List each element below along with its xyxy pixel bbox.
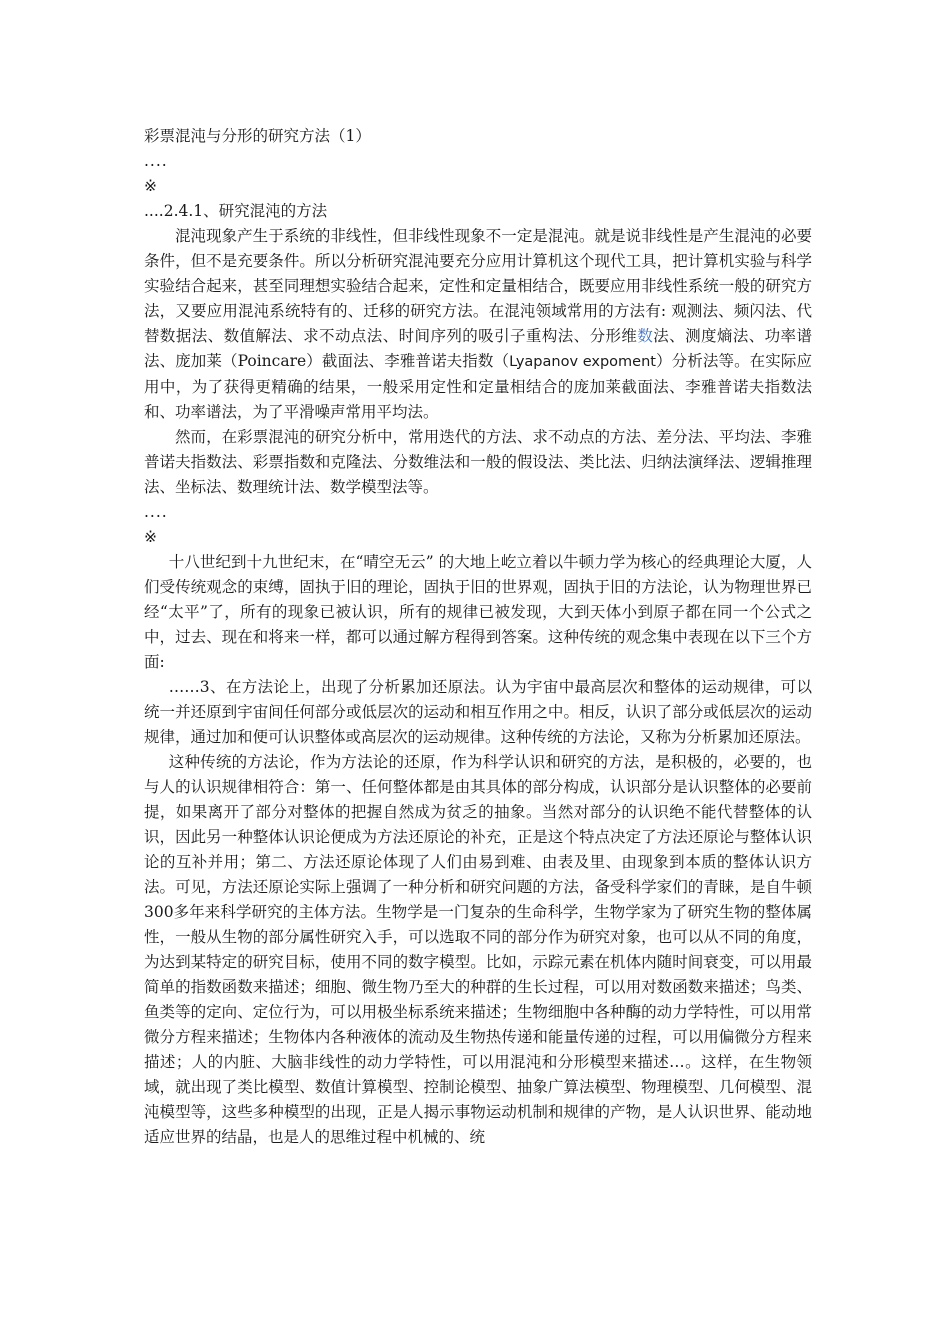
paragraph-lottery-methods: 然而，在彩票混沌的研究分析中，常用迭代的方法、求不动点的方法、差分法、平均法、李雅普诺夫指数法、彩票指数和克隆法、分数维法和一般的假设法、类比法、归纳法演绎法、逻辑推理法、坐标法、数理统计法、数学模型法等。 — [144, 428, 812, 496]
separator-mark: ※ — [144, 177, 157, 195]
paragraph-classical-mechanics: 十八世纪到十九世纪末，在“晴空无云” 的大地上屹立着以牛顿力学为核心的经典理论大厦，人们受传统观念的束缚，固执于旧的理论，固执于旧的世界观，固执于旧的方法论，认为物理世界已经“太平”了，所有的现象已被认识，所有的规律已被发现，大到天体小到原子都在同一个公式之中，过去、现在和将来一样，都可以通过解方程得到答案。这种传统的观念集中表现在以下三个方面: — [144, 553, 812, 671]
separator-dots: .... — [144, 503, 168, 521]
paragraph-methodology: 这种传统的方法论，作为方法论的还原，作为科学认识和研究的方法，是积极的，必要的，也与人的认识规律相符合：第一、任何整体都是由其具体的部分构成，认识部分是认识整体的必要前提，如果离开了部分对整体的把握自然成为贫乏的抽象。当然对部分的认识绝不能代替整体的认识，因此另一种整体认识论便成为方法还原论的补充，正是这个特点决定了方法还原论与整体认识论的互补并用；第二、方法还原论体现了人们由易到难、由表及里、由现象到本质的整体认识方法。可见，方法还原论实际上强调了一种分析和研究问题的方法，备受科学家们的青睐，是自牛顿300多年来科学研究的主体方法。生物学是一门复杂的生命科学，生物学家为了研究生物的整体属性，一般从生物的部分属性研究入手，可以选取不同的部分作为研究对象，也可以从不同的角度，为达到某特定的研究目标，使用不同的数字模型。比如，示踪元素在机体内随时间衰变，可以用最简单的指数函数来描述；细胞、微生物乃至大的种群的生长过程，可以用对数函数来描述；鸟类、鱼类等的定向、定位行为，可以用极坐标系统来描述；生物细胞中各种酶的动力学特性，可以用常微分方程来描述；生物体内各种液体的流动及生物热传递和能量传递的过程，可以用偏微分方程来描述；人的内脏、大脑非线性的动力学特性，可以用混沌和分形模型来描述…。这样，在生物领域，就出现了类比模型、数值计算模型、控制论模型、抽象广算法模型、物理模型、几何模型、混沌模型等，这些多种模型的出现，正是人揭示事物运动机制和规律的产物，是人认识世界、能动地适应世界的结晶，也是人的思维过程中机械的、统 — [144, 753, 812, 1146]
paragraph-reduction-method: ……3、在方法论上，出现了分析累加还原法。认为宇宙中最高层次和整体的运动规律，可以统一并还原到宇宙间任何部分或低层次的运动和相互作用之中。相反，认识了部分或低层次的运动规律，通过加和便可认识整体或高层次的运动规律。这种传统的方法论，又称为分析累加还原法。 — [144, 678, 812, 746]
latin-term: Lyapanov expoment — [509, 354, 656, 370]
highlighted-word: 数 — [637, 327, 654, 345]
section-heading: ....2.4.1、研究混沌的方法 — [144, 202, 328, 220]
paragraph-chaos-methods — [144, 224, 812, 425]
separator-mark: ※ — [144, 528, 157, 546]
document-title: 彩票混沌与分形的研究方法（1） — [144, 127, 371, 145]
paragraph-text: ）分析法等。在实际应用中，为了获得更精确的结果，一般采用定性和定量相结合的庞加莱截面法、李雅普诺夫指数法和、功率谱法，为了平滑噪声常用平均法。 — [144, 352, 812, 421]
document-page — [144, 124, 812, 1150]
paragraph-text: 法、测度熵法、功率谱法、庞加莱（Poincare）截面法、李雅普诺夫指数（ — [144, 327, 812, 370]
paragraph-text: 混沌现象产生于系统的非线性，但非线性现象不一定是混沌。就是说非线性是产生混沌的必要条件，但不是充要条件。所以分析研究混沌要充分应用计算机这个现代工具，把计算机实验与科学实验结合起来，甚至同理想实验结合起来，定性和定量相结合，既要应用非线性系统一般的研究方法，又要应用混沌系统特有的、迁移的研究方法。在混沌领域常用的方法有: 观测法、频闪法、代替数据法、数值解法、求不动点法、时间序列的吸引子重构法、分形维 — [144, 227, 812, 345]
separator-dots: .... — [144, 152, 168, 170]
